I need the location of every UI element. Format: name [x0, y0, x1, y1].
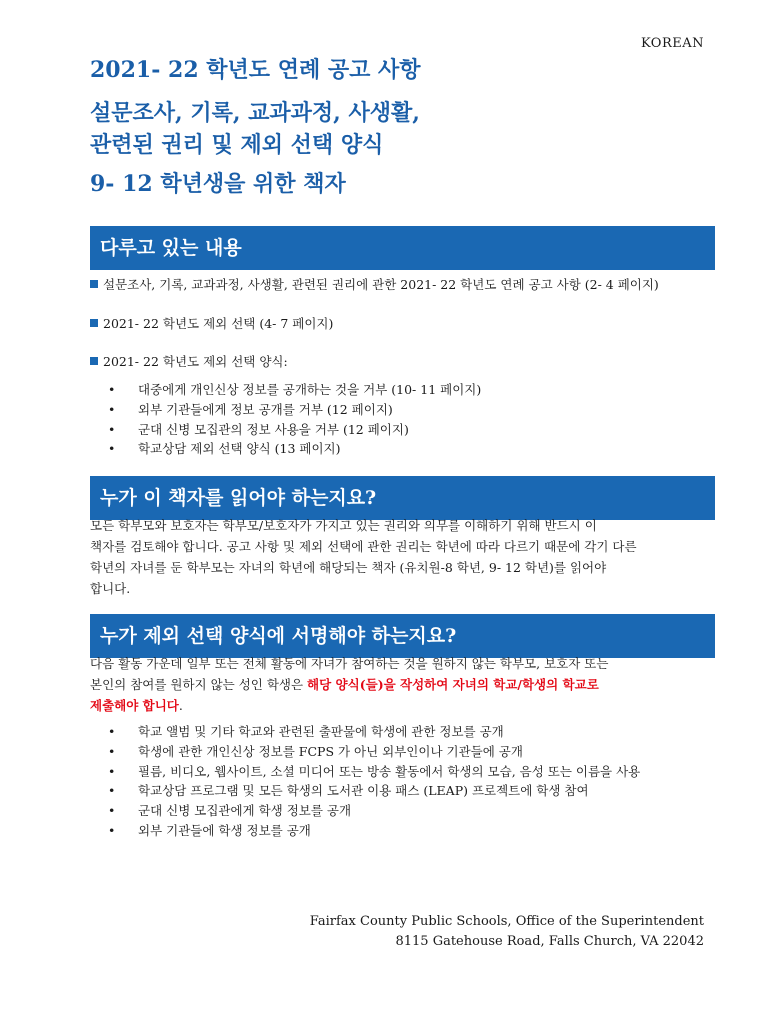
- opt-out-forms-list: [108, 380, 481, 459]
- square-bullet-icon: [90, 319, 98, 327]
- list-item: [108, 742, 640, 762]
- language-tag: KOREAN: [640, 36, 704, 51]
- who-reads-paragraph: [90, 515, 710, 599]
- opt-out-activities-list: [108, 722, 640, 841]
- paragraph-line: 합니다.: [90, 581, 131, 596]
- emphasis-text: 해당 양식(들)을 작성하여 자녀의 학교/학생의 학교로: [307, 677, 599, 692]
- paragraph-text: 본인의 참여를 원하지 않는 성인 학생은: [90, 677, 308, 692]
- list-item: [108, 821, 640, 841]
- square-bullet-icon: [90, 357, 98, 365]
- list-item: [108, 439, 481, 459]
- title-line-4: 9- 12 학년생을 위한 책자: [90, 170, 346, 197]
- bullet-icon: •: [108, 743, 116, 759]
- bullet-icon: •: [108, 724, 116, 739]
- paragraph-line: [90, 695, 710, 716]
- contents-item-label: 2021- 22 학년도 제외 선택 (4- 7 페이지): [103, 316, 334, 331]
- section-who-reads-heading: 누가 이 책자를 읽어야 하는지요?: [90, 476, 715, 520]
- bullet-icon: •: [108, 803, 116, 819]
- list-item: [108, 420, 481, 440]
- list-item: [108, 722, 640, 742]
- title-line-1: 2021- 22 학년도 연례 공고 사항: [90, 57, 421, 83]
- title-line-3: 관련된 권리 및 제외 선택 양식: [90, 131, 384, 158]
- who-signs-paragraph: [90, 653, 710, 716]
- contents-item-label: 2021- 22 학년도 제외 선택 양식:: [103, 354, 288, 369]
- list-item: [108, 380, 481, 400]
- list-item-label: 학교상담 프로그램 및 모든 학생의 도서관 이용 패스 (LEAP) 프로젝트에 학생 참여: [138, 783, 589, 799]
- paragraph-line: 다음 활동 가운데 일부 또는 전체 활동에 자녀가 참여하는 것을 원하지 않는 학부모, 보호자 또는: [90, 656, 609, 671]
- list-item-label: 학생에 관한 개인신상 정보를 FCPS 가 아닌 외부인이나 기관들에 공개: [138, 743, 523, 759]
- square-bullet-icon: [90, 280, 98, 288]
- contents-item-opt-out-forms: [90, 352, 288, 370]
- paragraph-line: 책자를 검토해야 합니다. 공고 사항 및 제외 선택에 관한 권리는 학년에 따라 다르기 때문에 각기 다른: [90, 539, 637, 554]
- list-item: [108, 801, 640, 821]
- footer-address: [310, 912, 704, 952]
- contents-item-opt-outs: [90, 314, 333, 332]
- bullet-icon: •: [108, 382, 116, 397]
- emphasis-text: 제출해야 합니다: [90, 698, 179, 713]
- list-item-label: 학교상담 제외 선택 양식 (13 페이지): [138, 441, 341, 457]
- contents-item-label: 설문조사, 기록, 교과과정, 사생활, 관련된 권리에 관한 2021- 22 학년도 연례 공고 사항 (2- 4 페이지): [103, 277, 659, 292]
- bullet-icon: •: [108, 763, 116, 779]
- section-contents-heading: 다루고 있는 내용: [90, 226, 715, 270]
- bullet-icon: •: [108, 441, 116, 457]
- list-item-label: 외부 기관들에게 정보 공개를 거부 (12 페이지): [138, 401, 393, 417]
- list-item-label: 외부 기관들에 학생 정보를 공개: [138, 822, 311, 838]
- bullet-icon: •: [108, 421, 116, 437]
- list-item-label: 필름, 비디오, 웹사이트, 소셜 미디어 또는 방송 활동에서 학생의 모습, 음성 또는 이름을 사용: [138, 763, 641, 779]
- list-item-label: 학교 앨범 및 기타 학교와 관련된 출판물에 학생에 관한 정보를 공개: [138, 724, 504, 739]
- list-item-label: 대중에게 개인신상 정보를 공개하는 것을 거부 (10- 11 페이지): [138, 382, 482, 397]
- list-item-label: 군대 신병 모집관의 정보 사용을 거부 (12 페이지): [138, 421, 409, 437]
- paragraph-text: .: [178, 698, 183, 713]
- bullet-icon: •: [108, 783, 116, 799]
- footer-line: 8115 Gatehouse Road, Falls Church, VA 22042: [395, 934, 704, 949]
- document-title: [90, 58, 710, 197]
- contents-item-annual-notices: [90, 275, 659, 293]
- footer-line: Fairfax County Public Schools, Office of the Superintendent: [309, 914, 704, 929]
- bullet-icon: •: [108, 401, 116, 417]
- title-line-2: 설문조사, 기록, 교과과정, 사생활,: [90, 100, 420, 127]
- bullet-icon: •: [108, 822, 116, 838]
- list-item: [108, 762, 640, 782]
- paragraph-line: 모든 학부모와 보호자는 학부모/보호자가 가지고 있는 권리와 의무를 이해하기 위해 반드시 이: [90, 518, 597, 533]
- paragraph-line: 학년의 자녀를 둔 학부모는 자녀의 학년에 해당되는 책자 (유치원-8 학년, 9- 12 학년)를 읽어야: [90, 560, 607, 575]
- list-item: [108, 400, 481, 420]
- list-item: [108, 781, 640, 801]
- paragraph-line: [90, 674, 710, 695]
- list-item-label: 군대 신병 모집관에게 학생 정보를 공개: [138, 803, 352, 819]
- section-who-signs-heading: 누가 제외 선택 양식에 서명해야 하는지요?: [90, 614, 715, 658]
